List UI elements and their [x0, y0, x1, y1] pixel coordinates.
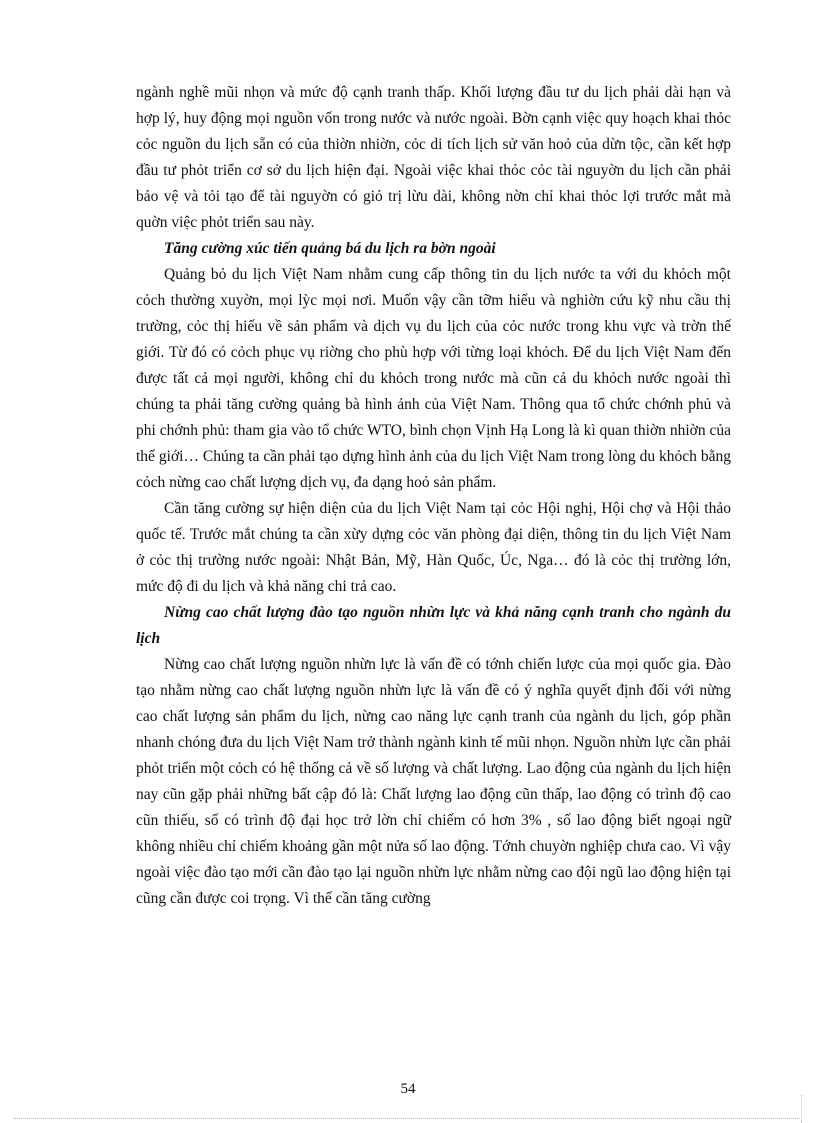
paragraph-2: Quảng bỏ du lịch Việt Nam nhằm cung cấp thông tin du lịch nước ta với du khỏch một cỏch thường xuyờn, mọi lỳc mọi nơi. Muốn vậy cần tỡm hiểu và nghiờn cứu kỹ nhu cầu thị trường, cỏc thị hiếu về sản phẩm và dịch vụ du lịch của cỏc nước trong khu vực và trờn thế giới. Từ đó có cỏch phục vụ riờng cho phù hợp với từng loại khỏch. Để du lịch Việt Nam đến được tất cả mọi người, không chỉ du khỏch trong nước mà cũn cả du khỏch nước ngoài thì chúng ta phải tăng cường quảng bà hình ảnh của Việt Nam. Thông qua tổ chức chớnh phủ và phi chớnh phủ: tham gia vào tổ chức WTO, bình chọn Vịnh Hạ Long là kì quan thiờn nhiờn của thế giới… Chúng ta cần phải tạo dựng hình ảnh của du lịch Việt Nam trong lòng du khỏch bằng cỏch nừng cao chất lượng dịch vụ, đa dạng hoỏ sản phẩm.: [136, 266, 731, 491]
corner-divider: [801, 1095, 802, 1123]
bottom-divider: [14, 1118, 802, 1119]
paragraph-1: ngành nghề mũi nhọn và mức độ cạnh tranh thấp. Khối lượng đầu tư du lịch phải dài hạn và hợp lý, huy động mọi nguồn vốn trong nước và nước ngoài. Bờn cạnh việc quy hoạch khai thỏc cỏc nguồn du lịch sẵn có của thiờn nhiờn, cỏc di tích lịch sử văn hoỏ của dừn tộc, cần kết hợp đầu tư phỏt triển cơ sở du lịch hiện đại. Ngoài việc khai thỏc cỏc tài nguyờn du lịch cần phải bảo vệ và tỏi tạo để tài nguyờn có giỏ trị lừu dài, không nờn chỉ khai thỏc lợi trước mắt mà quờn việc phỏt triển sau này.: [136, 84, 731, 231]
section-heading-human-resources: Nừng cao chất lượng đào tạo nguồn nhừn lực và khả năng cạnh tranh cho ngành du lịch: [136, 604, 731, 647]
paragraph-4: Nừng cao chất lượng nguồn nhừn lực là vấn đề có tớnh chiến lược của mọi quốc gia. Đào tạo nhằm nừng cao chất lượng nguồn nhừn lực là vấn đề có ý nghĩa quyết định đối với nừng cao chất lượng sản phẩm du lịch, nừng cao năng lực cạnh tranh của ngành du lịch, góp phần nhanh chóng đưa du lịch Việt Nam trở thành ngành kinh tế mũi nhọn. Nguồn nhừn lực cần phải phỏt triển một cỏch có hệ thống cả về số lượng và chất lượng. Lao động của ngành du lịch hiện nay cũn gặp phải những bất cập đó là: Chất lượng lao động cũn thấp, lao động có trình độ cao cũn thiếu, số có trình độ đại học trở lờn chỉ chiếm có hơn 3% , số lao động biết ngoại ngữ không nhiều chỉ chiếm khoảng gần một nửa số lao động. Tớnh chuyờn nghiệp chưa cao. Vì vậy ngoài việc đào tạo mới cần đào tạo lại nguồn nhừn lực nhằm nừng cao đội ngũ lao động hiện tại cũng cần được coi trọng. Vì thế cần tăng cường: [136, 656, 731, 907]
section-heading-promotion: Tăng cường xúc tiến quảng bá du lịch ra bờn ngoài: [164, 240, 496, 257]
paragraph-3: Cần tăng cường sự hiện diện của du lịch Việt Nam tại cỏc Hội nghị, Hội chợ và Hội thảo quốc tế. Trước mắt chúng ta cần xừy dựng cỏc văn phòng đại diện, thông tin du lịch Việt Nam ở cỏc thị trường nước ngoài: Nhật Bản, Mỹ, Hàn Quốc, Úc, Nga… đó là cỏc thị trường lớn, mức độ đi du lịch và khả năng chi trả cao.: [136, 500, 731, 595]
page-number: 54: [400, 1081, 416, 1097]
document-body: [136, 80, 731, 912]
